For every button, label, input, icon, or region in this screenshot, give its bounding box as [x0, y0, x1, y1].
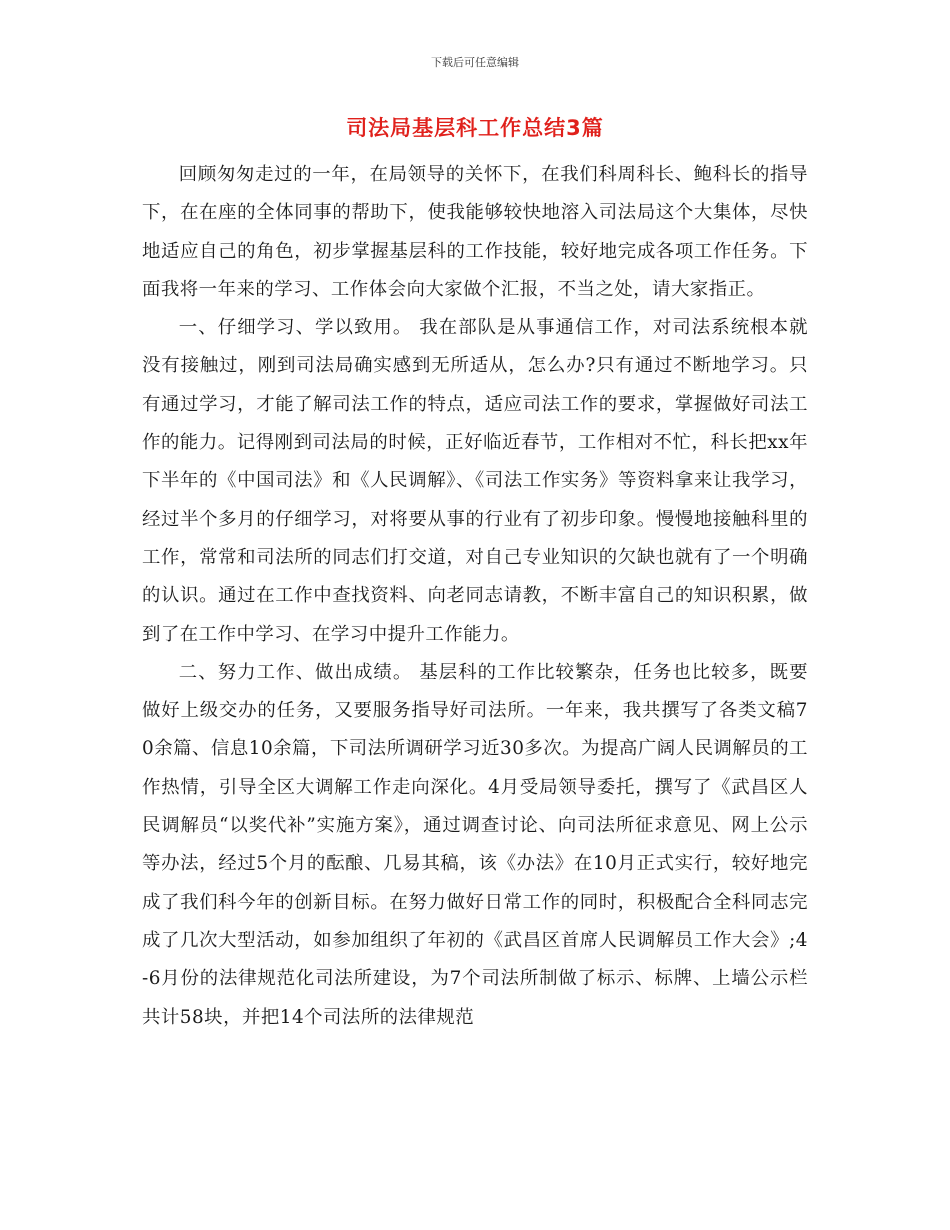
- paragraph-section-2: 二、努力工作、做出成绩。 基层科的工作比较繁杂，任务也比较多，既要做好上级交办的任务，又要服务指导好司法所。一年来，我共撰写了各类文稿70余篇、信息10余篇，下司法所调研学习近30多次。为提高广阔人民调解员的工作热情，引导全区大调解工作走向深化。4月受局领导委托，撰写了《武昌区人民调解员“以奖代补”实施方案》，通过调查讨论、向司法所征求意见、网上公示等办法，经过5个月的酝酿、几易其稿，该《办法》在10月正式实行，较好地完成了我们科今年的创新目标。在努力做好日常工作的同时，积极配合全科同志完成了几次大型活动，如参加组织了年初的《武昌区首席人民调解员工作大会》;4-6月份的法律规范化司法所建设，为7个司法所制做了标示、标牌、上墙公示栏共计58块，并把14个司法所的法律规范: [142, 661, 808, 1028]
- paragraph-section-1: 一、仔细学习、学以致用。 我在部队是从事通信工作，对司法系统根本就没有接触过，刚到司法局确实感到无所适从，怎么办?只有通过不断地学习。只有通过学习，才能了解司法工作的特点，适应司法工作的要求，掌握做好司法工作的能力。记得刚到司法局的时候，正好临近春节，工作相对不忙，科长把xx年下半年的《中国司法》和《人民调解》、《司法工作实务》等资料拿来让我学习，经过半个多月的仔细学习，对将要从事的行业有了初步印象。慢慢地接触科里的工作，常常和司法所的同志们打交道，对自己专业知识的欠缺也就有了一个明确的认识。通过在工作中查找资料、向老同志请教，不断丰富自己的知识积累，做到了在工作中学习、在学习中提升工作能力。: [142, 317, 808, 645]
- paragraph-intro: 回顾匆匆走过的一年，在局领导的关怀下，在我们科周科长、鲍科长的指导下，在在座的全体同事的帮助下，使我能够较快地溶入司法局这个大集体，尽快地适应自己的角色，初步掌握基层科的工作技能，较好地完成各项工作任务。下面我将一年来的学习、工作体会向大家做个汇报，不当之处，请大家指正。: [142, 164, 808, 300]
- document-title: 司法局基层科工作总结3篇: [346, 116, 604, 140]
- header-note: 下载后可任意编辑: [431, 56, 519, 69]
- document-body: [142, 156, 808, 1037]
